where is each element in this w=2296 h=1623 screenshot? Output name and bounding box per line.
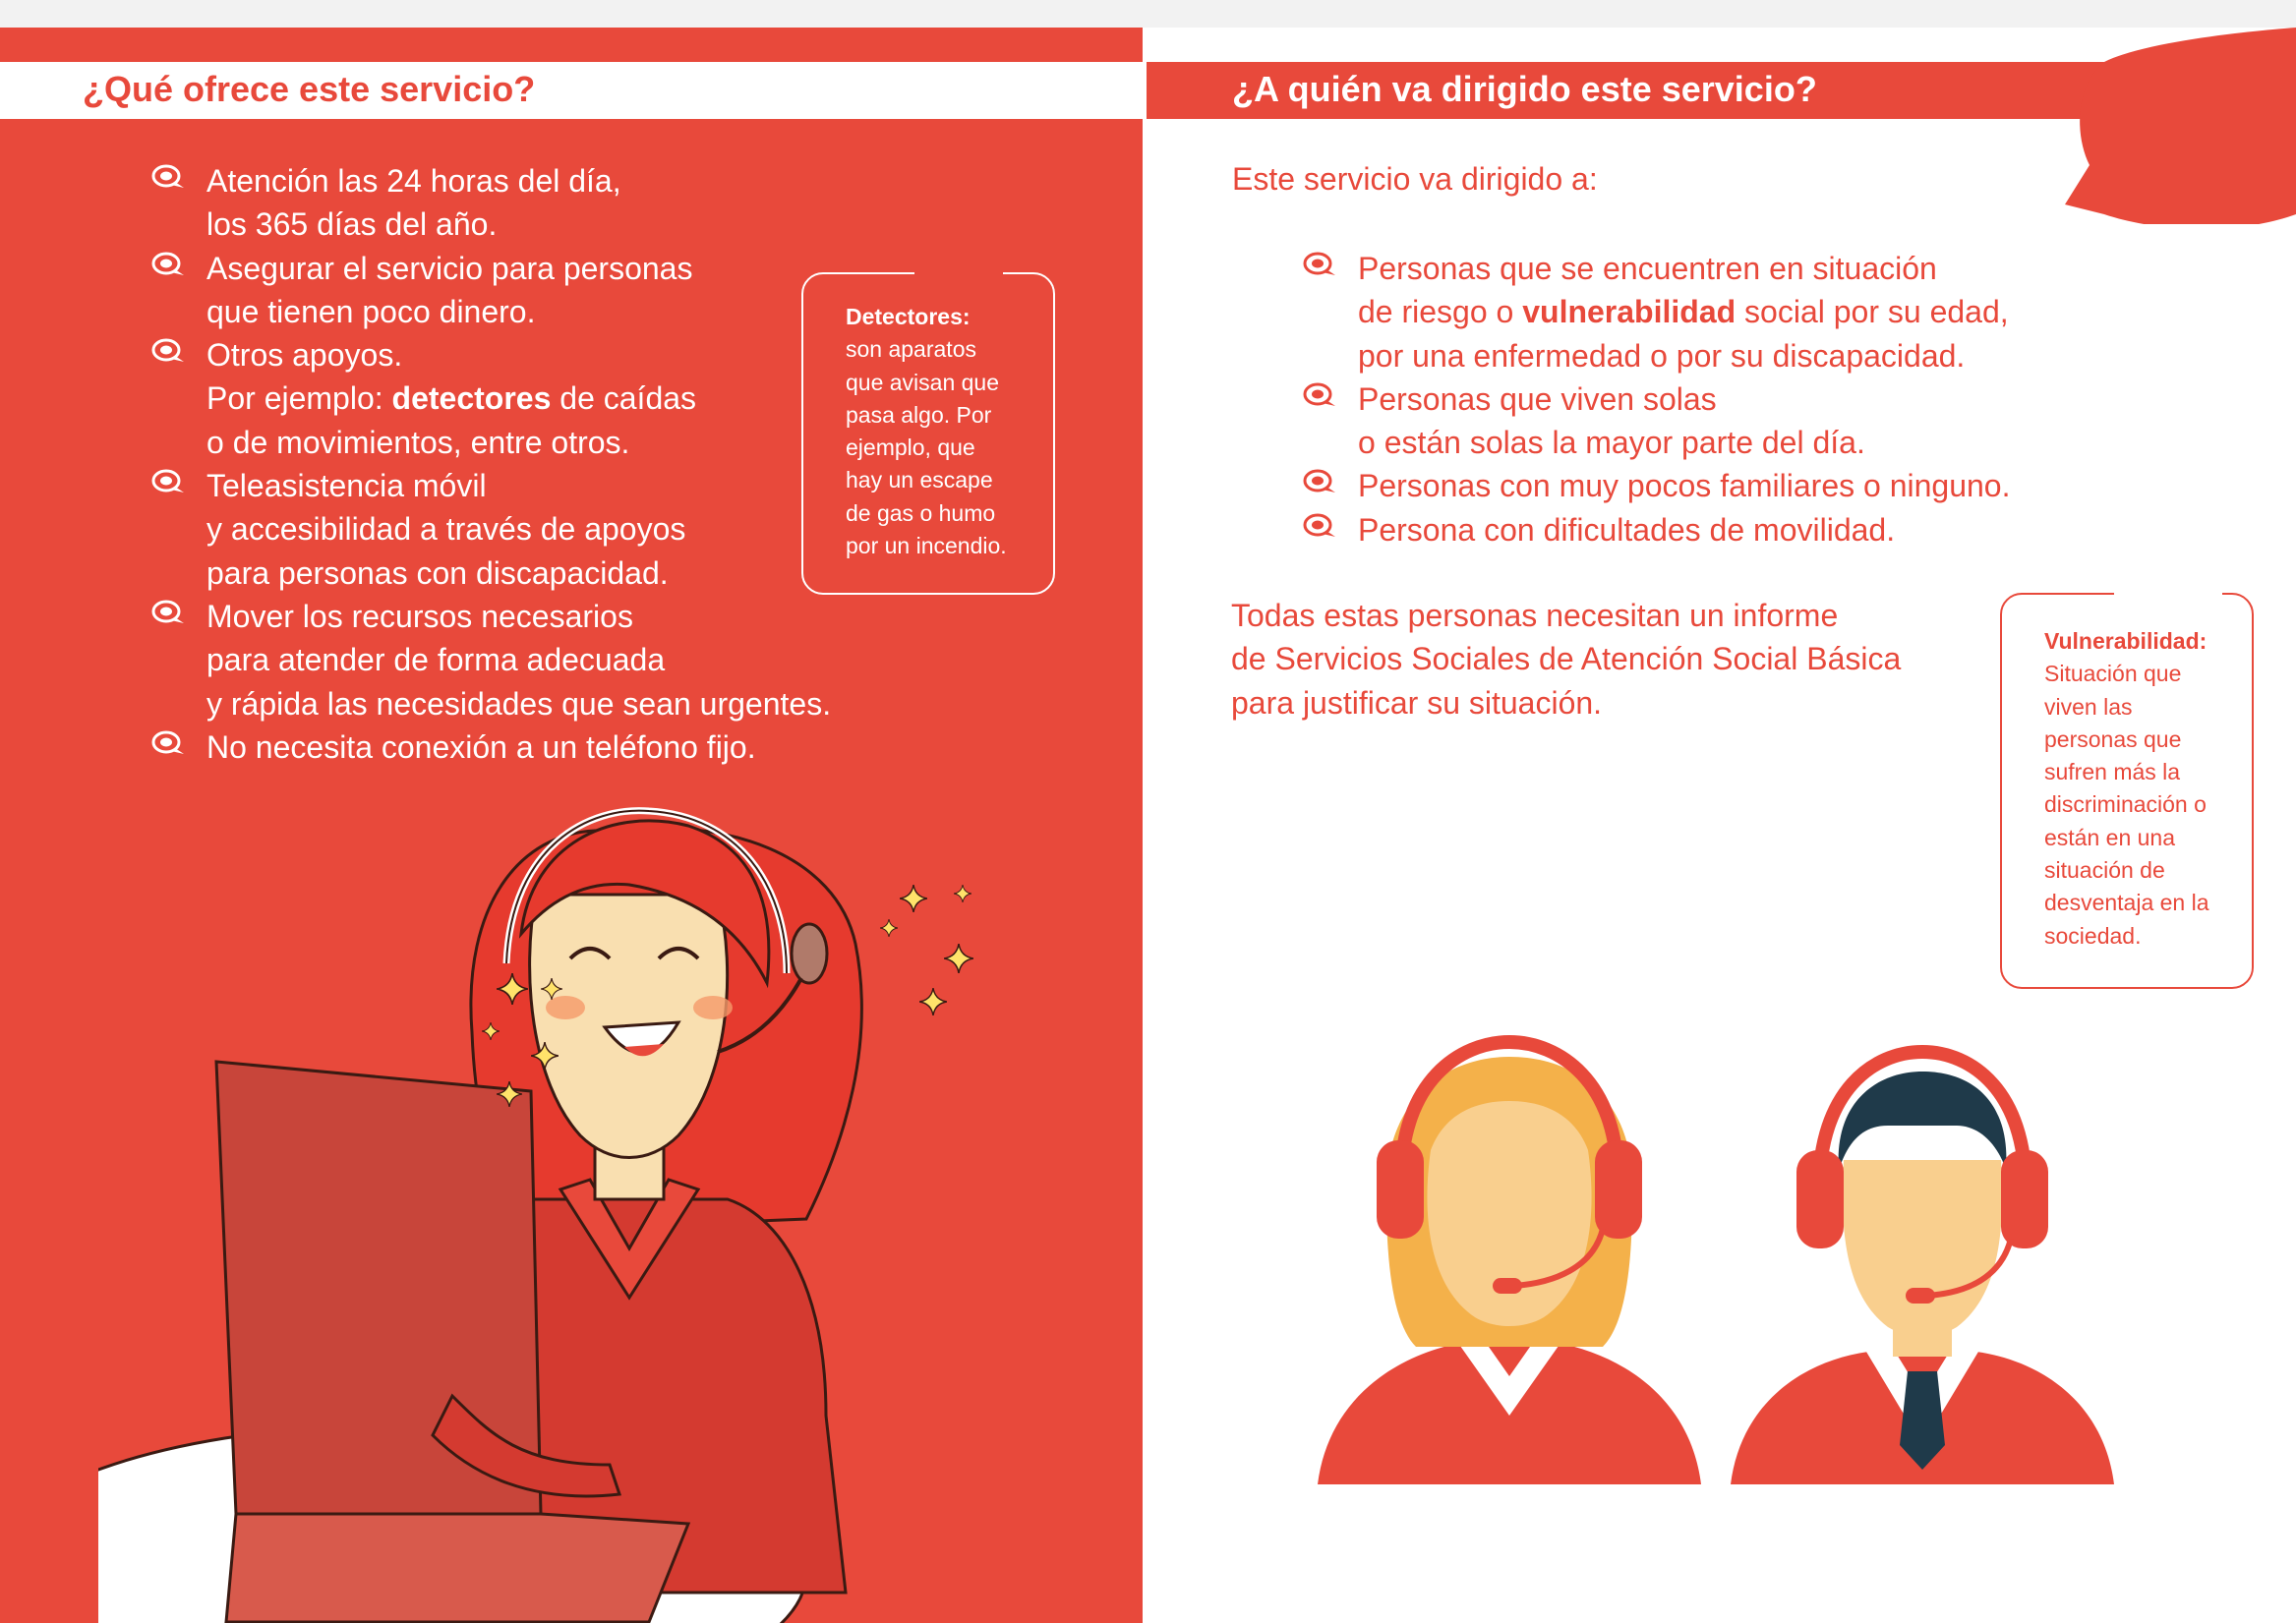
scan-top-margin	[0, 0, 2296, 28]
list-item: Asegurar el servicio para personas que tienen poco dinero.	[206, 247, 895, 334]
speech-bubble-icon	[1303, 381, 1338, 411]
headset-icon	[1377, 1140, 1424, 1239]
left-bullet-list	[206, 159, 895, 769]
laptop-base	[226, 1514, 688, 1622]
headset-earpiece	[792, 924, 827, 983]
left-page-title: ¿Qué ofrece este servicio?	[83, 69, 536, 109]
blush-right	[693, 996, 733, 1019]
list-item: Otros apoyos. Por ejemplo: detectores de caídas o de movimientos, entre otros.	[206, 333, 895, 464]
speech-bubble-icon	[151, 337, 187, 367]
sparkle-icon	[919, 988, 947, 1015]
list-item: Personas que viven solas o están solas la mayor parte del día.	[1358, 377, 2066, 465]
operators-illustration	[1308, 1032, 2144, 1484]
headset-icon	[2001, 1150, 2048, 1248]
speech-bubble-icon	[151, 251, 187, 280]
list-item: Mover los recursos necesarios para atender de forma adecuada y rápida las necesidades que sean urgentes.	[206, 595, 895, 725]
box-border-gap	[914, 269, 1003, 275]
speech-bubble-icon	[1303, 468, 1338, 497]
operator-woman-illustration	[98, 786, 1082, 1623]
glossary-box-vulnerabilidad: Vulnerabilidad: Situación que viven las personas que sufren más la discriminación o están en una situación de desventaja en la sociedad.	[2000, 593, 2254, 989]
list-item: No necesita conexión a un teléfono fijo.	[206, 725, 895, 769]
glossary-box-detectores: Detectores: son aparatos que avisan que pasa algo. Por ejemplo, que hay un escape de gas o humo por un incendio.	[801, 272, 1055, 595]
list-item: Personas que se encuentren en situación de riesgo o vulnerabilidad social por su edad, por una enfermedad o por su discapacidad.	[1358, 247, 2066, 377]
speech-bubble-icon	[151, 599, 187, 628]
speech-bubble-icon	[151, 468, 187, 497]
male-hair	[1839, 1072, 2007, 1170]
right-page-title: ¿A quién va dirigido este servicio?	[1232, 69, 1817, 109]
intro-text: Este servicio va dirigido a:	[1232, 161, 1598, 197]
female-operator	[1318, 1042, 1701, 1484]
requirement-paragraph: Todas estas personas necesitan un informe de Servicios Sociales de Atención Social Básica para justificar su situación.	[1231, 598, 1902, 721]
list-item: Atención las 24 horas del día, los 365 días del año.	[206, 159, 895, 247]
list-item: Personas con muy pocos familiares o ninguno.	[1358, 464, 2066, 507]
headset-icon	[1796, 1150, 1844, 1248]
sparkle-icon	[880, 919, 898, 937]
speech-bubble-icon	[1303, 251, 1338, 280]
sparkle-icon	[900, 885, 927, 912]
list-item: Persona con dificultades de movilidad.	[1358, 508, 2066, 551]
male-face	[1843, 1160, 2002, 1336]
speech-bubble-icon	[151, 163, 187, 193]
speech-bubble-icon	[151, 729, 187, 759]
box-border-gap	[2114, 590, 2222, 596]
right-bullet-list	[1358, 247, 2066, 551]
speech-bubble-icon	[1303, 512, 1338, 542]
speech-bubble-decoration	[2045, 28, 2296, 224]
sparkle-icon	[954, 885, 971, 902]
sparkle-icon	[944, 944, 973, 973]
headset-icon	[1595, 1140, 1642, 1239]
male-operator	[1731, 1052, 2114, 1484]
list-item: Teleasistencia móvil y accesibilidad a través de apoyos para personas con discapacidad.	[206, 464, 895, 595]
